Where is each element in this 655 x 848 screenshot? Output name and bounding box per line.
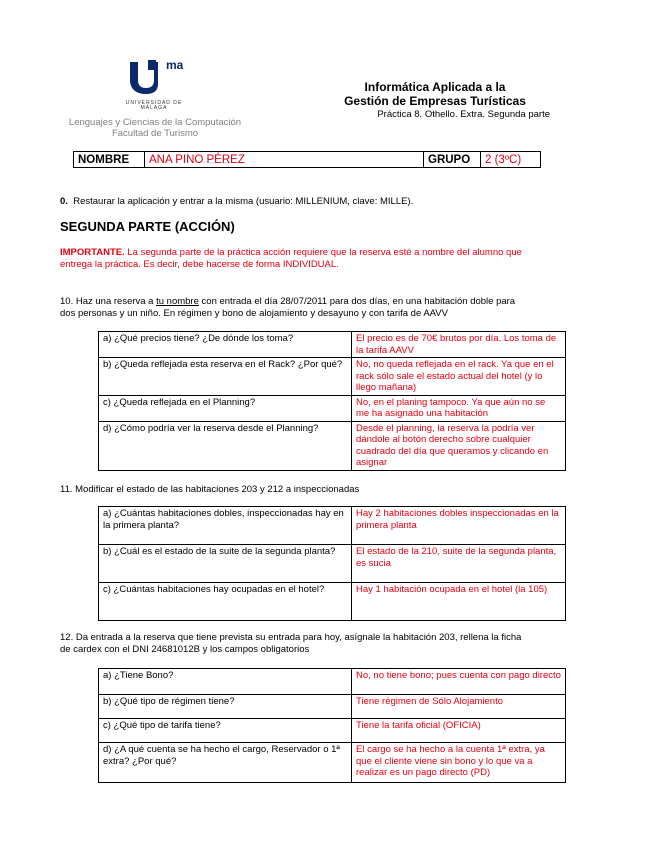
table-row	[99, 358, 566, 396]
q11-question-c: c) ¿Cuántas habitaciones hay ocupadas en el hotel?	[99, 583, 352, 621]
q12-answer-b: Tiene régimen de Sólo Alojamiento	[352, 695, 566, 719]
important-line1: La segunda parte de la práctica acción requiere que la reserva esté a nombre del alumno que	[127, 247, 522, 258]
university-logo-icon	[118, 58, 198, 102]
step-0	[60, 196, 620, 208]
q12-answer-d: El cargo se ha hecho a la cuenta 1ª extra, ya que el cliente viene sin bono y lo que va a realizar es un pago directo (PD)	[352, 743, 566, 783]
table-row	[99, 743, 566, 783]
q10-question-b: b) ¿Queda reflejada esta reserva en el Rack? ¿Por qué?	[99, 358, 352, 396]
q12-question-c: c) ¿Qué tipo de tarifa tiene?	[99, 719, 352, 743]
table-row	[99, 669, 566, 695]
q12-text	[60, 632, 630, 656]
q10-table	[98, 331, 566, 471]
q10-text	[60, 296, 630, 320]
table-row	[99, 719, 566, 743]
q12-line1: 12. Da entrada a la reserva que tiene prevista su entrada para hoy, asígnale la habitación 203, rellena la ficha	[60, 632, 522, 643]
q10-pre: 10. Haz una reserva a	[60, 296, 157, 307]
q10-question-d: d) ¿Cómo podría ver la reserva desde el Planning?	[99, 421, 352, 470]
q11-answer-a: Hay 2 habitaciones dobles inspeccionadas en la primera planta	[352, 507, 566, 545]
q10-question-c: c) ¿Queda reflejada en el Planning?	[99, 395, 352, 421]
q11-answer-b: El estado de la 210, suite de la segunda planta, es sucia	[352, 545, 566, 583]
group-label: GRUPO	[424, 152, 481, 168]
q11-answer-c: Hay 1 habitación ocupada en el hotel (la 105)	[352, 583, 566, 621]
course-title	[300, 80, 570, 108]
course-title-line1: Informática Aplicada a la	[364, 80, 506, 94]
q10-underlined: tu nombre	[156, 296, 199, 307]
q12-answer-a: No, no tiene bono; pues cuenta con pago directo	[352, 669, 566, 695]
logo-text: ma	[166, 58, 184, 72]
table-row	[99, 695, 566, 719]
table-row	[99, 545, 566, 583]
course-title-line2: Gestión de Empresas Turísticas	[344, 94, 526, 108]
section-title: SEGUNDA PARTE (ACCIÓN)	[60, 219, 235, 234]
student-table	[73, 151, 541, 168]
step-0-number: 0.	[60, 196, 68, 207]
department-name: Lenguajes y Ciencias de la Computación	[68, 117, 242, 128]
table-row	[99, 421, 566, 470]
important-line2: entrega la práctica. Es decir, debe hacerse de forma INDIVIDUAL.	[60, 259, 339, 270]
important-note	[60, 247, 620, 271]
q11-question-b: b) ¿Cuál es el estado de la suite de la segunda planta?	[99, 545, 352, 583]
name-label: NOMBRE	[74, 152, 145, 168]
important-label: IMPORTANTE.	[60, 247, 125, 258]
step-0-text: Restaurar la aplicación y entrar a la misma (usuario: MILLENIUM, clave: MILLE).	[73, 196, 414, 207]
q12-line2: de cardex con el DNI 24681012B y los campos obligatorios	[60, 644, 310, 655]
q10-answer-d: Desde el planning, la reserva la podría ver dándole al botón derecho sobre cualquier cuadrado del día que queramos y clicando en asignar	[352, 421, 566, 470]
q10-answer-b: No, no queda reflejada en el rack. Ya que en el rack sólo sale el estado actual del hotel (y lo llego mañana)	[352, 358, 566, 396]
department	[60, 117, 250, 139]
q12-question-d: d) ¿A qué cuenta se ha hecho el cargo, Reservador o 1ª extra? ¿Por qué?	[99, 743, 352, 783]
q10-answer-c: No, en el planing tampoco. Ya que aún no se me ha asignado una habitación	[352, 395, 566, 421]
q11-text: 11. Modificar el estado de las habitaciones 203 y 212 a inspeccionadas	[60, 484, 360, 495]
faculty-name: Facultad de Turismo	[111, 128, 199, 139]
table-row	[99, 395, 566, 421]
q10-answer-a: El precio es de 70€ brutos por día. Los toma de la tarifa AAVV	[352, 332, 566, 358]
student-row	[74, 152, 541, 168]
q12-answer-c: Tiene la tarifa oficial (OFICIA)	[352, 719, 566, 743]
name-value: ANA PINO PÉREZ	[145, 152, 424, 168]
group-value: 2 (3ºC)	[481, 152, 541, 168]
practice-subtitle: Práctica 8. Othello. Extra. Segunda parte	[377, 109, 550, 120]
table-row	[99, 583, 566, 621]
q12-table	[98, 668, 566, 783]
q10-line2: dos personas y un niño. En régimen y bono de alojamiento y desayuno y con tarifa de AAVV	[60, 308, 448, 319]
table-row	[99, 507, 566, 545]
q10-question-a: a) ¿Qué precios tiene? ¿De dónde los toma?	[99, 332, 352, 358]
q11-question-a: a) ¿Cuántas habitaciones dobles, inspeccionadas hay en la primera planta?	[99, 507, 352, 545]
q11-table	[98, 506, 566, 621]
q12-question-b: b) ¿Qué tipo de régimen tiene?	[99, 695, 352, 719]
university-name: UNIVERSIDAD DE MÁLAGA	[125, 100, 183, 111]
q12-question-a: a) ¿Tiene Bono?	[99, 669, 352, 695]
table-row	[99, 332, 566, 358]
q10-post: con entrada el día 28/07/2011 para dos días, en una habitación doble para	[198, 296, 516, 307]
